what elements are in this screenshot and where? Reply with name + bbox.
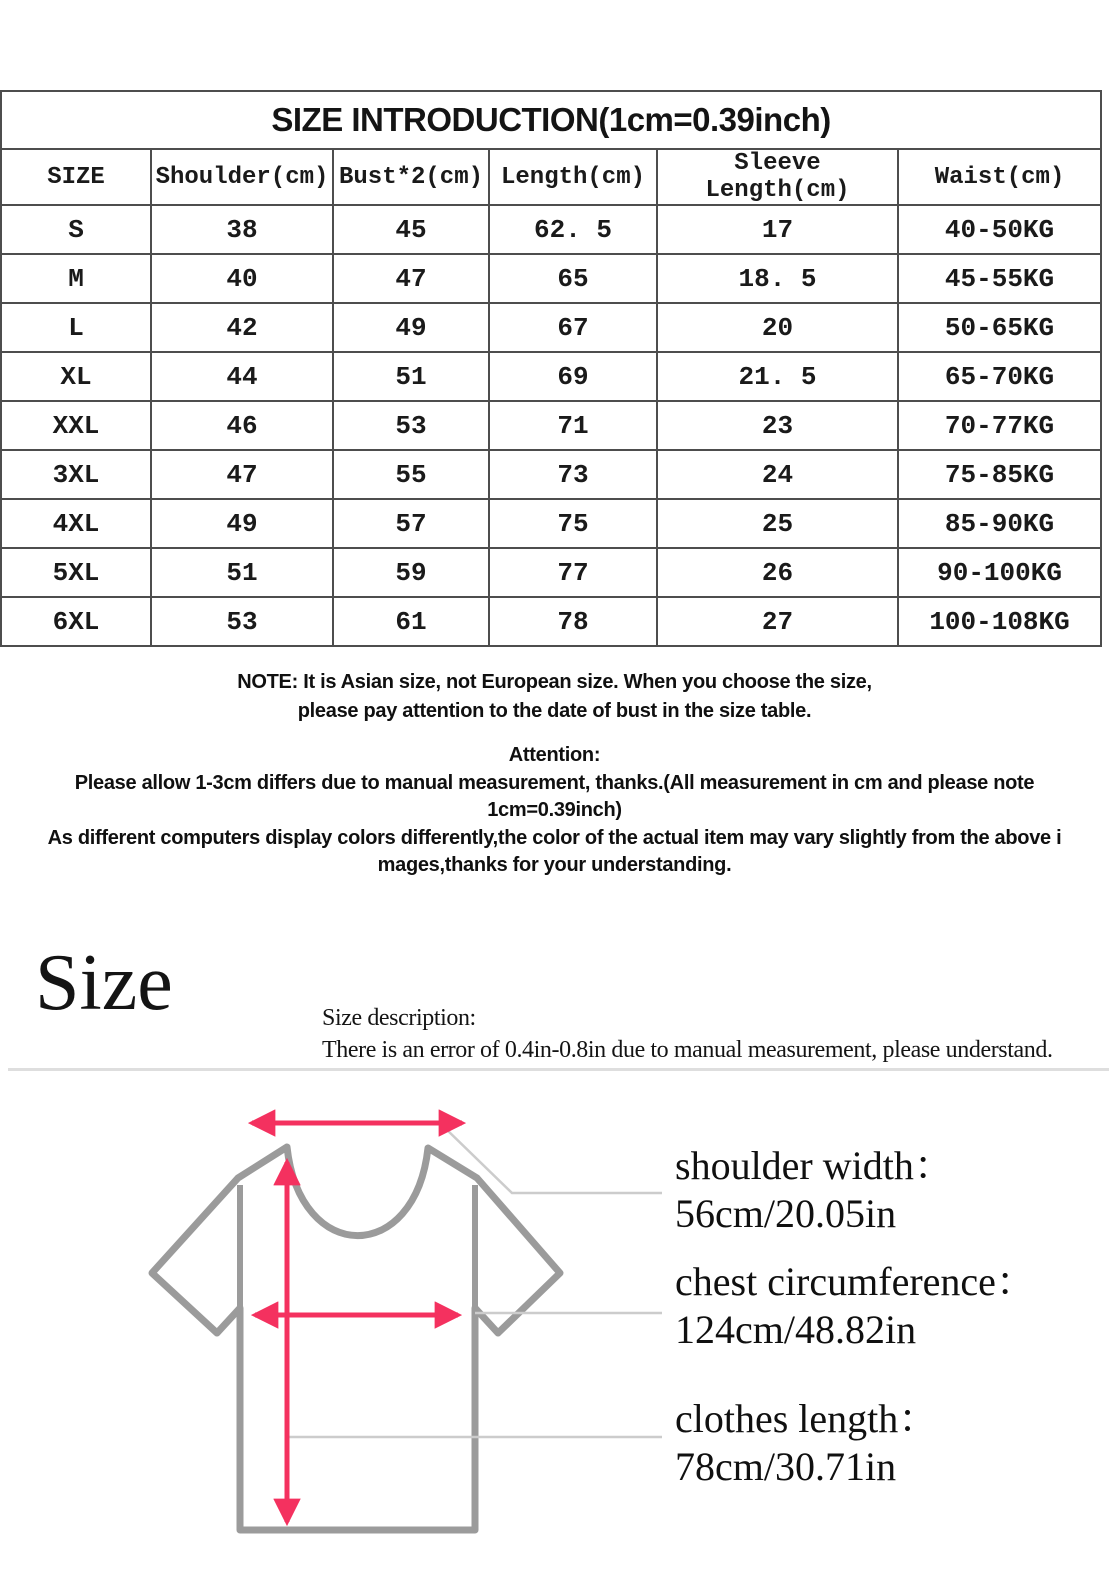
measurement-value: 78cm/30.71in: [675, 1444, 897, 1489]
measurement-label: clothes length：: [675, 1396, 939, 1441]
table-cell: 53: [151, 597, 333, 646]
table-row: [1, 401, 1101, 450]
table-cell: 26: [657, 548, 898, 597]
table-cell: 70-77KG: [898, 401, 1101, 450]
table-cell: 46: [151, 401, 333, 450]
table-cell: 20: [657, 303, 898, 352]
table-cell: 45: [333, 205, 489, 254]
table-cell: 50-65KG: [898, 303, 1101, 352]
size-table-body: [1, 205, 1101, 646]
section-divider: [8, 1068, 1109, 1071]
size-description-block: [322, 1002, 1053, 1066]
table-cell: 69: [489, 352, 657, 401]
table-cell: 85-90KG: [898, 499, 1101, 548]
table-cell: 67: [489, 303, 657, 352]
measurement-shoulder-width: [675, 1142, 954, 1238]
table-row: [1, 303, 1101, 352]
table-cell: 51: [151, 548, 333, 597]
table-cell: 51: [333, 352, 489, 401]
table-cell: 71: [489, 401, 657, 450]
table-row: [1, 499, 1101, 548]
table-cell: 4XL: [1, 499, 151, 548]
table-cell: 49: [151, 499, 333, 548]
table-cell: 49: [333, 303, 489, 352]
table-cell: S: [1, 205, 151, 254]
size-heading: Size: [35, 939, 173, 1027]
table-row: [1, 597, 1101, 646]
table-cell: XXL: [1, 401, 151, 450]
note-block: [0, 668, 1109, 726]
attention-block: [0, 742, 1109, 880]
column-header: Shoulder(cm): [151, 149, 333, 205]
table-cell: 78: [489, 597, 657, 646]
table-cell: 65-70KG: [898, 352, 1101, 401]
table-cell: 61: [333, 597, 489, 646]
column-header: Length(cm): [489, 149, 657, 205]
attention-line-1: Please allow 1-3cm differs due to manual measurement, thanks.(All measurement in cm and please note: [74, 771, 1035, 794]
table-cell: 65: [489, 254, 657, 303]
column-header: Bust*2(cm): [333, 149, 489, 205]
table-row: [1, 352, 1101, 401]
table-cell: 75-85KG: [898, 450, 1101, 499]
note-line-2: please pay attention to the date of bust in the size table.: [297, 700, 812, 722]
table-cell: 17: [657, 205, 898, 254]
table-cell: 42: [151, 303, 333, 352]
measurement-value: 124cm/48.82in: [675, 1307, 917, 1352]
attention-line-3: As different computers display colors differently,the color of the actual item may vary slightly from the above i: [47, 826, 1062, 849]
column-header: SIZE: [1, 149, 151, 205]
table-cell: 40-50KG: [898, 205, 1101, 254]
table-title-row: [1, 91, 1101, 149]
table-cell: 3XL: [1, 450, 151, 499]
table-cell: 53: [333, 401, 489, 450]
column-header: Sleeve Length(cm): [657, 149, 898, 205]
table-cell: 55: [333, 450, 489, 499]
table-cell: 44: [151, 352, 333, 401]
table-cell: 38: [151, 205, 333, 254]
table-cell: 77: [489, 548, 657, 597]
measurement-label: shoulder width：: [675, 1143, 954, 1188]
table-cell: M: [1, 254, 151, 303]
measurement-chest-circumference: [675, 1258, 1036, 1354]
measurement-label: chest circumference：: [675, 1259, 1036, 1304]
table-cell: 27: [657, 597, 898, 646]
attention-heading: Attention:: [508, 744, 601, 766]
table-cell: 90-100KG: [898, 548, 1101, 597]
measurement-clothes-length: [675, 1395, 938, 1491]
table-cell: L: [1, 303, 151, 352]
size-description-text: There is an error of 0.4in-0.8in due to manual measurement, please understand.: [322, 1037, 1053, 1063]
column-header: Waist(cm): [898, 149, 1101, 205]
table-cell: 23: [657, 401, 898, 450]
tshirt-outline: [152, 1147, 560, 1530]
table-cell: 47: [151, 450, 333, 499]
size-table: [0, 90, 1102, 647]
measurement-value: 56cm/20.05in: [675, 1191, 897, 1236]
size-table-header-row: [1, 149, 1101, 205]
table-row: [1, 254, 1101, 303]
table-cell: 57: [333, 499, 489, 548]
table-cell: 40: [151, 254, 333, 303]
table-cell: 5XL: [1, 548, 151, 597]
table-cell: XL: [1, 352, 151, 401]
table-cell: 47: [333, 254, 489, 303]
table-row: [1, 548, 1101, 597]
table-cell: 100-108KG: [898, 597, 1101, 646]
table-title: SIZE INTRODUCTION(1cm=0.39inch): [1, 91, 1101, 149]
table-cell: 45-55KG: [898, 254, 1101, 303]
attention-line-4: mages,thanks for your understanding.: [377, 854, 732, 876]
note-line-1: NOTE: It is Asian size, not European size. When you choose the size,: [237, 671, 872, 693]
table-cell: 6XL: [1, 597, 151, 646]
size-description-label: Size description:: [322, 1005, 476, 1031]
table-cell: 24: [657, 450, 898, 499]
table-cell: 75: [489, 499, 657, 548]
table-row: [1, 205, 1101, 254]
table-cell: 73: [489, 450, 657, 499]
attention-line-2: 1cm=0.39inch): [487, 799, 622, 821]
table-cell: 25: [657, 499, 898, 548]
table-cell: 59: [333, 548, 489, 597]
table-cell: 21. 5: [657, 352, 898, 401]
table-cell: 62. 5: [489, 205, 657, 254]
table-cell: 18. 5: [657, 254, 898, 303]
table-row: [1, 450, 1101, 499]
